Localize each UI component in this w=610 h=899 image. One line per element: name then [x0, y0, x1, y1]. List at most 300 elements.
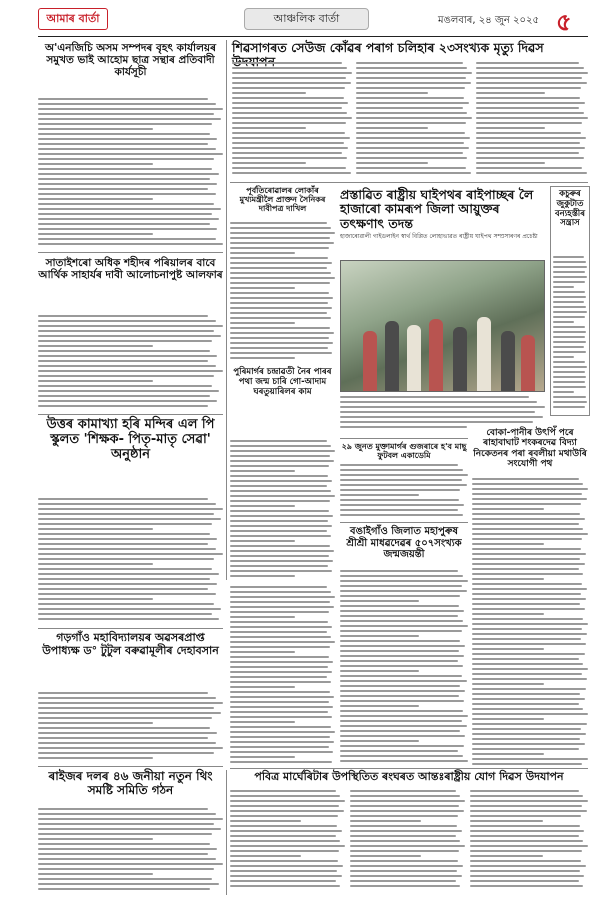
- masthead: [0, 0, 610, 44]
- text-line-placeholder: [230, 550, 334, 552]
- text-line-placeholder: [230, 570, 332, 572]
- text-line-placeholder: [38, 868, 214, 870]
- text-line-placeholder: [38, 692, 208, 694]
- text-line-placeholder: [472, 493, 582, 495]
- text-line-placeholder: [553, 351, 586, 353]
- text-line-placeholder: [340, 489, 460, 491]
- text-line-placeholder: [230, 267, 327, 269]
- text-line-placeholder: [38, 98, 208, 100]
- text-line-placeholder: [472, 758, 588, 760]
- headline-obituary: গড়গাঁও মহাবিদ্যালয়ৰ অৱসৰপ্ৰাপ্ত উপাধ্যক্ষ ড° টুটুল বৰুৱামূলীৰ দেহাবসান: [42, 631, 219, 657]
- text-line-placeholder: [472, 683, 544, 685]
- article-rule: [340, 438, 468, 439]
- text-line-placeholder: [38, 873, 153, 875]
- text-line-placeholder: [553, 346, 584, 348]
- text-line-placeholder: [230, 337, 329, 339]
- text-line-placeholder: [38, 573, 219, 575]
- text-line-placeholder: [340, 595, 460, 597]
- text-line-placeholder: [230, 726, 331, 728]
- text-line-placeholder: [230, 616, 295, 618]
- text-line-placeholder: [230, 525, 332, 527]
- text-line-placeholder: [230, 656, 329, 658]
- text-line-placeholder: [356, 62, 463, 64]
- text-line-placeholder: [38, 528, 153, 530]
- text-line-placeholder: [38, 543, 208, 545]
- text-line-placeholder: [340, 416, 543, 418]
- text-line-placeholder: [476, 97, 580, 99]
- text-line-placeholder: [232, 102, 348, 104]
- text-line-placeholder: [230, 470, 295, 472]
- text-line-placeholder: [553, 291, 585, 293]
- text-line-placeholder: [38, 858, 216, 860]
- text-line-placeholder: [350, 795, 460, 797]
- text-line-placeholder: [38, 335, 221, 337]
- text-line-placeholder: [38, 228, 217, 230]
- text-line-placeholder: [340, 630, 462, 632]
- text-line-placeholder: [472, 548, 581, 550]
- text-line-placeholder: [340, 509, 458, 511]
- text-line-placeholder: [232, 147, 348, 149]
- article-body: [470, 790, 588, 894]
- text-line-placeholder: [356, 72, 472, 74]
- text-line-placeholder: [553, 281, 585, 283]
- text-line-placeholder: [232, 127, 306, 129]
- text-line-placeholder: [350, 850, 459, 852]
- headline-elephant: কচুৰুৰ জুকুটাত বন্যহস্তীৰ সন্ত্ৰাস: [554, 189, 586, 229]
- text-line-placeholder: [230, 666, 328, 668]
- text-line-placeholder: [230, 606, 334, 608]
- text-line-placeholder: [340, 615, 458, 617]
- text-line-placeholder: [230, 601, 330, 603]
- article-body: [356, 62, 472, 177]
- text-line-placeholder: [472, 663, 583, 665]
- text-line-placeholder: [553, 266, 587, 268]
- text-line-placeholder: [230, 515, 333, 517]
- text-line-placeholder: [356, 167, 466, 169]
- text-line-placeholder: [472, 678, 587, 680]
- text-line-placeholder: [472, 508, 544, 510]
- text-line-placeholder: [230, 860, 338, 862]
- text-line-placeholder: [230, 691, 330, 693]
- text-line-placeholder: [340, 750, 458, 752]
- text-line-placeholder: [356, 152, 463, 154]
- text-line-placeholder: [38, 158, 214, 160]
- text-line-placeholder: [230, 317, 331, 319]
- text-line-placeholder: [38, 523, 212, 525]
- text-line-placeholder: [356, 162, 428, 164]
- text-line-placeholder: [232, 82, 351, 84]
- text-line-placeholder: [472, 573, 583, 575]
- text-line-placeholder: [232, 122, 346, 124]
- text-line-placeholder: [472, 558, 580, 560]
- text-line-placeholder: [230, 800, 345, 802]
- text-line-placeholder: [230, 277, 335, 279]
- text-line-placeholder: [38, 108, 223, 110]
- text-line-placeholder: [38, 863, 223, 865]
- text-line-placeholder: [230, 450, 335, 452]
- text-line-placeholder: [230, 611, 329, 613]
- text-line-placeholder: [472, 738, 580, 740]
- text-line-placeholder: [230, 242, 334, 244]
- text-line-placeholder: [230, 490, 331, 492]
- text-line-placeholder: [38, 757, 153, 759]
- article-rule: [230, 182, 588, 183]
- text-line-placeholder: [476, 117, 588, 119]
- text-line-placeholder: [230, 222, 327, 224]
- text-line-placeholder: [232, 117, 352, 119]
- text-line-placeholder: [230, 716, 332, 718]
- text-line-placeholder: [38, 727, 210, 729]
- text-line-placeholder: [553, 331, 586, 333]
- text-line-placeholder: [472, 743, 585, 745]
- headline-ex-servicemen: পূৰ্বতিৰোৱালৰ লোকাঁৰ মুখ্যমন্ত্ৰীলৈ প্ৰাক্তন সৈনিকৰ দাবীপত্ৰ দাখিল: [239, 186, 326, 214]
- text-line-placeholder: [38, 702, 223, 704]
- text-line-placeholder: [472, 708, 583, 710]
- article-rule: [38, 414, 223, 415]
- text-line-placeholder: [472, 668, 588, 670]
- text-line-placeholder: [38, 742, 216, 744]
- text-line-placeholder: [350, 835, 456, 837]
- text-line-placeholder: [472, 568, 579, 570]
- text-line-placeholder: [232, 62, 342, 64]
- text-line-placeholder: [470, 810, 587, 812]
- text-line-placeholder: [476, 137, 586, 139]
- text-line-placeholder: [230, 232, 335, 234]
- text-line-placeholder: [472, 603, 580, 605]
- text-line-placeholder: [38, 345, 153, 347]
- text-line-placeholder: [472, 643, 586, 645]
- article-body: [230, 222, 335, 362]
- text-line-placeholder: [230, 560, 333, 562]
- text-line-placeholder: [38, 833, 212, 835]
- text-line-placeholder: [472, 533, 588, 535]
- article-body: [38, 315, 223, 410]
- text-line-placeholder: [38, 722, 153, 724]
- text-line-placeholder: [38, 360, 208, 362]
- text-line-placeholder: [470, 835, 579, 837]
- text-line-placeholder: [38, 808, 208, 810]
- text-line-placeholder: [230, 272, 331, 274]
- text-line-placeholder: [230, 352, 332, 354]
- text-line-placeholder: [340, 469, 463, 471]
- text-line-placeholder: [350, 830, 462, 832]
- text-line-placeholder: [472, 718, 544, 720]
- text-line-placeholder: [38, 168, 212, 170]
- text-line-placeholder: [230, 575, 295, 577]
- text-line-placeholder: [230, 505, 295, 507]
- text-line-placeholder: [230, 696, 334, 698]
- text-line-placeholder: [553, 391, 574, 393]
- text-line-placeholder: [553, 256, 584, 258]
- text-line-placeholder: [230, 830, 342, 832]
- text-line-placeholder: [356, 102, 469, 104]
- text-line-placeholder: [230, 671, 332, 673]
- text-line-placeholder: [472, 628, 582, 630]
- text-line-placeholder: [230, 810, 344, 812]
- text-line-placeholder: [472, 623, 588, 625]
- text-line-placeholder: [230, 292, 329, 294]
- text-line-placeholder: [340, 479, 462, 481]
- text-line-placeholder: [230, 480, 332, 482]
- text-line-placeholder: [470, 820, 543, 822]
- text-line-placeholder: [476, 82, 587, 84]
- text-line-placeholder: [476, 62, 579, 64]
- article-rule: [230, 768, 588, 769]
- text-line-placeholder: [38, 203, 214, 205]
- text-line-placeholder: [230, 252, 295, 254]
- text-line-placeholder: [38, 315, 208, 317]
- text-line-placeholder: [232, 132, 345, 134]
- text-line-placeholder: [340, 730, 460, 732]
- text-line-placeholder: [38, 503, 216, 505]
- text-line-placeholder: [340, 494, 419, 496]
- text-line-placeholder: [340, 625, 468, 627]
- text-line-placeholder: [472, 673, 582, 675]
- article-body: [232, 62, 352, 177]
- column-rule: [226, 770, 227, 895]
- text-line-placeholder: [340, 705, 419, 707]
- text-line-placeholder: [38, 533, 210, 535]
- text-line-placeholder: [230, 302, 328, 304]
- text-line-placeholder: [350, 885, 460, 887]
- text-line-placeholder: [230, 855, 301, 857]
- text-line-placeholder: [356, 172, 471, 174]
- text-line-placeholder: [230, 825, 337, 827]
- text-line-placeholder: [230, 257, 328, 259]
- text-line-placeholder: [230, 586, 327, 588]
- text-line-placeholder: [553, 396, 586, 398]
- text-line-placeholder: [230, 227, 331, 229]
- text-line-placeholder: [230, 485, 327, 487]
- text-line-placeholder: [472, 753, 544, 755]
- text-line-placeholder: [553, 376, 586, 378]
- text-line-placeholder: [38, 823, 214, 825]
- text-line-placeholder: [230, 500, 330, 502]
- text-line-placeholder: [230, 845, 345, 847]
- text-line-placeholder: [553, 336, 585, 338]
- text-line-placeholder: [38, 498, 208, 500]
- text-line-placeholder: [38, 355, 217, 357]
- text-line-placeholder: [230, 460, 334, 462]
- text-line-placeholder: [356, 147, 469, 149]
- text-line-placeholder: [340, 710, 463, 712]
- text-line-placeholder: [230, 681, 331, 683]
- text-line-placeholder: [472, 518, 585, 520]
- text-line-placeholder: [356, 82, 471, 84]
- text-line-placeholder: [476, 172, 587, 174]
- text-line-placeholder: [476, 102, 585, 104]
- text-line-placeholder: [476, 147, 585, 149]
- text-line-placeholder: [340, 700, 464, 702]
- text-line-placeholder: [340, 426, 467, 428]
- text-line-placeholder: [230, 721, 295, 723]
- text-line-placeholder: [230, 342, 333, 344]
- article-body: [38, 98, 223, 248]
- text-line-placeholder: [340, 735, 465, 737]
- text-line-placeholder: [38, 123, 212, 125]
- text-line-placeholder: [356, 117, 472, 119]
- text-line-placeholder: [476, 127, 545, 129]
- article-body: [476, 62, 588, 177]
- text-line-placeholder: [232, 77, 346, 79]
- text-line-placeholder: [230, 565, 328, 567]
- article-body: [340, 464, 468, 520]
- text-line-placeholder: [232, 97, 344, 99]
- text-line-placeholder: [472, 648, 544, 650]
- text-line-placeholder: [38, 518, 221, 520]
- text-line-placeholder: [38, 320, 216, 322]
- issue-date: মঙলবাৰ, ২৪ জুন ২০২৫: [438, 15, 540, 26]
- text-line-placeholder: [38, 330, 214, 332]
- headline-chandrawati: পুৰিমাৰ্গৰ চন্দ্ৰাৱতী নৈৰ পাৰৰ পথা জন্ম চাৰি গো-আদাম ঘৰতুয়াৰিলৰ কাম: [233, 367, 332, 397]
- text-line-placeholder: [350, 815, 458, 817]
- text-line-placeholder: [470, 880, 579, 882]
- text-line-placeholder: [472, 498, 587, 500]
- text-line-placeholder: [472, 483, 583, 485]
- text-line-placeholder: [350, 840, 460, 842]
- text-line-placeholder: [340, 675, 462, 677]
- text-line-placeholder: [340, 660, 458, 662]
- text-line-placeholder: [340, 610, 464, 612]
- text-line-placeholder: [356, 127, 428, 129]
- text-line-placeholder: [230, 840, 340, 842]
- text-line-placeholder: [230, 455, 330, 457]
- text-line-placeholder: [230, 636, 331, 638]
- text-line-placeholder: [230, 850, 339, 852]
- text-line-placeholder: [472, 703, 579, 705]
- text-line-placeholder: [350, 855, 421, 857]
- text-line-placeholder: [340, 640, 460, 642]
- text-line-placeholder: [553, 301, 584, 303]
- text-line-placeholder: [38, 712, 221, 714]
- text-line-placeholder: [38, 198, 153, 200]
- text-line-placeholder: [553, 271, 585, 273]
- text-line-placeholder: [230, 746, 329, 748]
- text-line-placeholder: [232, 137, 350, 139]
- text-line-placeholder: [350, 825, 457, 827]
- text-line-placeholder: [476, 162, 545, 164]
- text-line-placeholder: [38, 878, 212, 880]
- text-line-placeholder: [230, 322, 295, 324]
- text-line-placeholder: [230, 731, 335, 733]
- text-line-placeholder: [472, 538, 582, 540]
- text-line-placeholder: [476, 152, 579, 154]
- text-line-placeholder: [553, 341, 586, 343]
- text-line-placeholder: [230, 510, 329, 512]
- text-line-placeholder: [476, 142, 580, 144]
- text-line-placeholder: [340, 600, 419, 602]
- text-line-placeholder: [476, 92, 545, 94]
- text-line-placeholder: [340, 715, 468, 717]
- text-line-placeholder: [472, 578, 544, 580]
- text-line-placeholder: [553, 406, 585, 408]
- text-line-placeholder: [230, 312, 327, 314]
- text-line-placeholder: [350, 875, 462, 877]
- text-line-placeholder: [470, 855, 543, 857]
- text-line-placeholder: [230, 282, 330, 284]
- text-line-placeholder: [472, 543, 544, 545]
- text-line-placeholder: [340, 725, 467, 727]
- text-line-placeholder: [38, 153, 223, 155]
- text-line-placeholder: [350, 860, 458, 862]
- text-line-placeholder: [470, 870, 580, 872]
- text-line-placeholder: [340, 755, 463, 757]
- text-line-placeholder: [38, 173, 219, 175]
- text-line-placeholder: [230, 237, 330, 239]
- text-line-placeholder: [232, 142, 344, 144]
- headline-ongc-protest: অ'এনজিচি অসম সম্পদৰ বৃহৎ কাৰ্যালয়ৰ সমুখত ভাই আহোম ছাত্ৰ সন্থাৰ প্ৰতিবাদী কাৰ্যসূচী: [44, 42, 217, 79]
- text-line-placeholder: [38, 143, 208, 145]
- text-line-placeholder: [232, 157, 347, 159]
- text-line-placeholder: [230, 756, 295, 758]
- text-line-placeholder: [230, 835, 336, 837]
- article-body: [350, 790, 465, 894]
- text-line-placeholder: [38, 563, 153, 565]
- text-line-placeholder: [470, 860, 581, 862]
- text-line-placeholder: [230, 262, 332, 264]
- text-line-placeholder: [472, 733, 586, 735]
- text-line-placeholder: [230, 327, 330, 329]
- text-line-placeholder: [472, 713, 588, 715]
- text-line-placeholder: [38, 163, 153, 165]
- text-line-placeholder: [340, 745, 464, 747]
- text-line-placeholder: [470, 815, 581, 817]
- text-line-placeholder: [340, 504, 464, 506]
- text-line-placeholder: [472, 608, 585, 610]
- text-line-placeholder: [230, 445, 331, 447]
- text-line-placeholder: [340, 605, 459, 607]
- text-line-placeholder: [230, 676, 327, 678]
- text-line-placeholder: [472, 583, 582, 585]
- masthead-rule: [38, 36, 588, 37]
- text-line-placeholder: [350, 800, 465, 802]
- text-line-placeholder: [38, 752, 214, 754]
- text-line-placeholder: [340, 720, 462, 722]
- article-body: [553, 256, 587, 411]
- text-line-placeholder: [472, 728, 581, 730]
- text-line-placeholder: [476, 112, 584, 114]
- text-line-placeholder: [340, 396, 529, 398]
- text-line-placeholder: [38, 128, 153, 130]
- text-line-placeholder: [470, 830, 584, 832]
- section-banner: [244, 8, 369, 30]
- text-line-placeholder: [340, 760, 468, 762]
- text-line-placeholder: [232, 107, 342, 109]
- text-line-placeholder: [476, 107, 579, 109]
- text-line-placeholder: [476, 72, 588, 74]
- text-line-placeholder: [476, 132, 581, 134]
- text-line-placeholder: [476, 157, 584, 159]
- text-line-placeholder: [470, 790, 579, 792]
- text-line-placeholder: [38, 548, 216, 550]
- text-line-placeholder: [38, 350, 210, 352]
- text-line-placeholder: [472, 658, 579, 660]
- text-line-placeholder: [350, 845, 465, 847]
- text-line-placeholder: [38, 853, 208, 855]
- text-line-placeholder: [470, 850, 582, 852]
- text-line-placeholder: [472, 488, 588, 490]
- text-line-placeholder: [230, 815, 338, 817]
- page-number: ৫: [556, 8, 572, 36]
- text-line-placeholder: [553, 326, 585, 328]
- text-line-placeholder: [38, 138, 217, 140]
- text-line-placeholder: [230, 661, 333, 663]
- headline-madhavdev: বঙাইগাঁও জিলাত মহাপুৰুষ শ্ৰীশ্ৰী মাধৱদেৱৰ ৫০৭সংখ্যক জন্মজয়ন্তী: [346, 526, 462, 560]
- text-line-placeholder: [470, 840, 583, 842]
- article-body: [340, 570, 468, 766]
- text-line-placeholder: [232, 72, 352, 74]
- text-line-placeholder: [230, 865, 343, 867]
